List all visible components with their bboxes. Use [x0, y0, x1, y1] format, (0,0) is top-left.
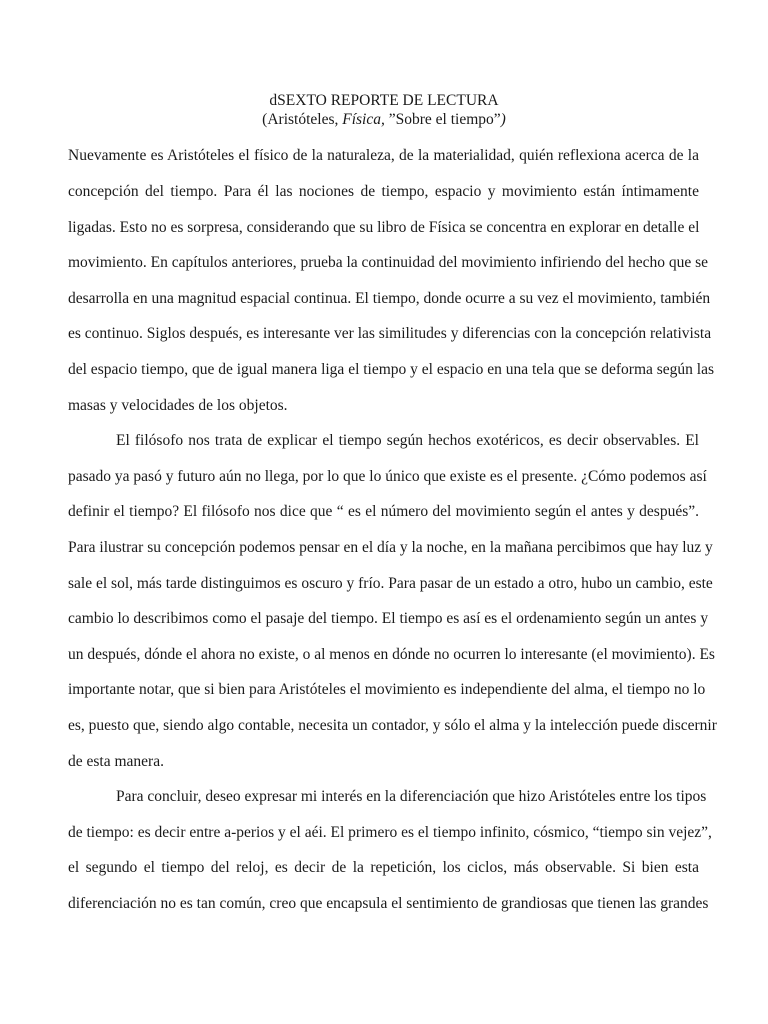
body-line: importante notar, que si bien para Aristóteles el movimiento es independiente del alma, el tiempo no lo — [68, 681, 706, 698]
body-line: desarrolla en una magnitud espacial continua. El tiempo, donde ocurre a su vez el movimiento, también — [68, 290, 711, 307]
body-line: Para ilustrar su concepción podemos pensar en el día y la noche, en la mañana percibimos que hay luz y — [68, 539, 713, 556]
body-line: del espacio tiempo, que de igual manera liga el tiempo y el espacio en una tela que se deforma según las — [68, 361, 715, 378]
subtitle-open: (Aristóteles, — [262, 111, 343, 128]
body-line: pasado ya pasó y futuro aún no llega, por lo que lo único que existe es el presente. ¿Cómo podemos así — [68, 468, 707, 485]
body-line: masas y velocidades de los objetos. — [68, 397, 288, 414]
body-line: un después, dónde el ahora no existe, o al menos en dónde no ocurren lo interesante (el movimiento). Es — [68, 646, 715, 663]
body-line: Nuevamente es Aristóteles el físico de la naturaleza, de la materialidad, quién reflexiona acerca de la — [68, 147, 699, 164]
body-line: sale el sol, más tarde distinguimos es oscuro y frío. Para pasar de un estado a otro, hubo un cambio, este — [68, 575, 713, 592]
body-line: diferenciación no es tan común, creo que encapsula el sentimiento de grandiosas que tienen las grandes — [68, 895, 709, 912]
body-line: cambio lo describimos como el pasaje del tiempo. El tiempo es así es el ordenamiento según un antes y — [68, 610, 709, 627]
body-line: concepción del tiempo. Para él las nociones de tiempo, espacio y movimiento están íntimamente — [68, 183, 699, 200]
body-line: de esta manera. — [68, 753, 164, 770]
body-line: movimiento. En capítulos anteriores, prueba la continuidad del movimiento infiriendo del hecho que se — [68, 254, 709, 271]
document-title: dSEXTO REPORTE DE LECTURA — [269, 92, 499, 109]
body-line: ligadas. Esto no es sorpresa, considerando que su libro de Física se concentra en explorar en detalle el — [68, 219, 700, 236]
body-line: el segundo el tiempo del reloj, es decir de la repetición, los ciclos, más observable. Si bien esta — [68, 859, 699, 876]
document-subtitle — [0, 111, 768, 129]
body-line: es continuo. Siglos después, es interesante ver las similitudes y diferencias con la concepción relativista — [68, 325, 712, 342]
body-line: de tiempo: es decir entre a-perios y el aéi. El primero es el tiempo infinito, cósmico, “tiempo sin vejez”, — [68, 824, 712, 841]
body-line: es, puesto que, siendo algo contable, necesita un contador, y sólo el alma y la intelección puede discernir — [68, 717, 717, 734]
body-line: Para concluir, deseo expresar mi interés en la diferenciación que hizo Aristóteles entre los tipos — [116, 788, 707, 805]
body-line: definir el tiempo? El filósofo nos dice que “ es el número del movimiento según el antes y después”. — [68, 503, 699, 520]
subtitle-work-title: Física, — [342, 111, 385, 128]
subtitle-rest: ”Sobre el tiempo” — [384, 111, 501, 128]
body-line: El filósofo nos trata de explicar el tiempo según hechos exotéricos, es decir observables. El — [116, 432, 699, 449]
subtitle-close: ) — [500, 111, 506, 128]
